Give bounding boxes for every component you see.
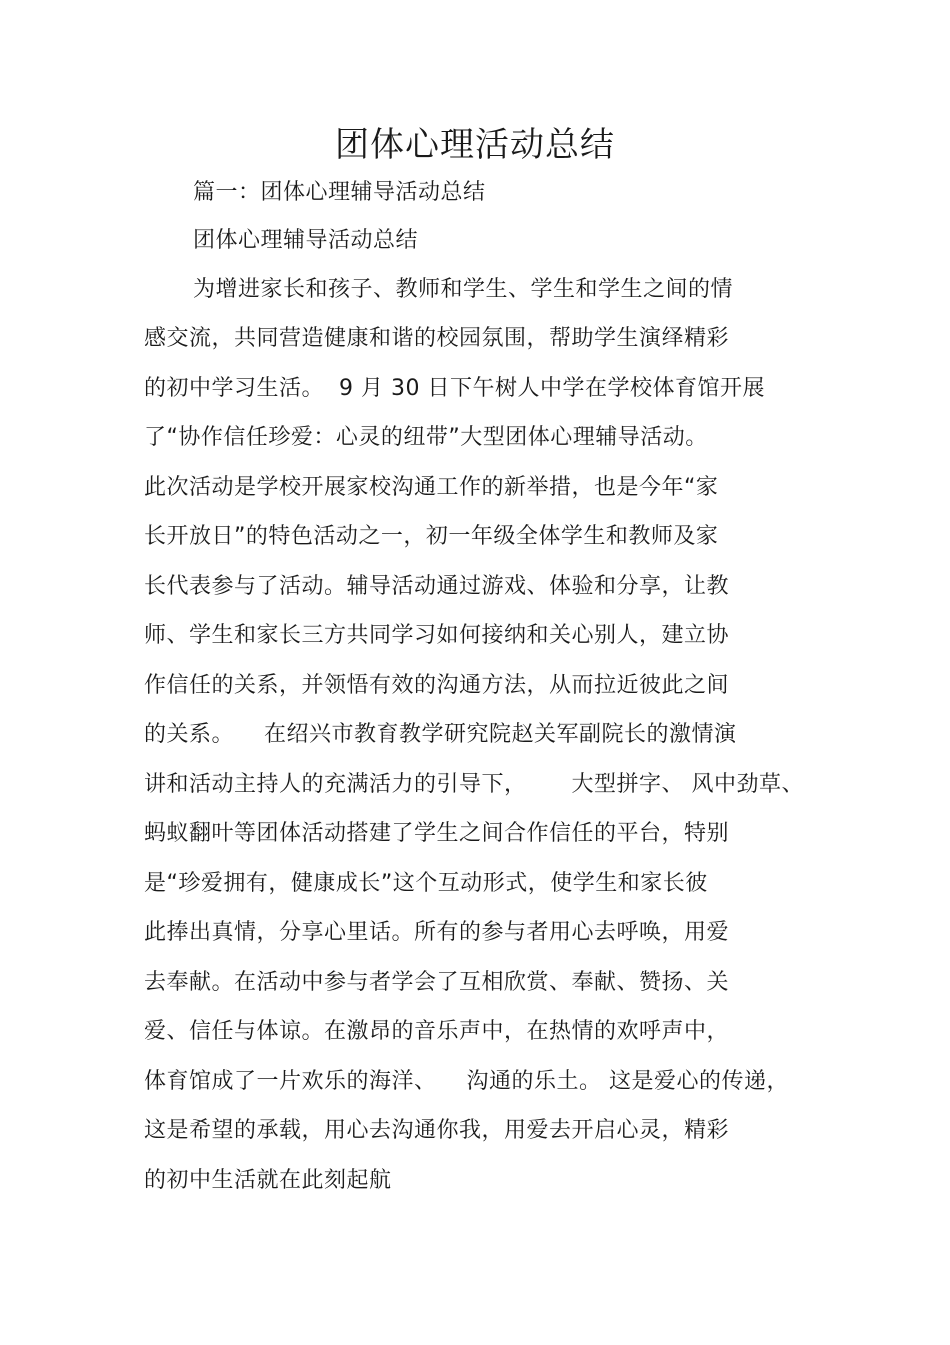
body-line: 的初中学习生活。 9 月 30 日下午树人中学在学校体育馆开展	[144, 376, 765, 401]
body-line: 体育馆成了一片欢乐的海洋、 沟通的乐土。 这是爱心的传递，	[144, 1069, 789, 1094]
body-line: 讲和活动主持人的充满活力的引导下， 大型拼字、 风中劲草、	[144, 772, 804, 797]
body-line: 这是希望的承载，用心去沟通你我，用爱去开启心灵，精彩	[144, 1118, 730, 1143]
body-line: 师、学生和家长三方共同学习如何接纳和关心别人，建立协	[144, 623, 730, 648]
body-line: 长开放日”的特色活动之一，初一年级全体学生和教师及家	[144, 524, 719, 549]
body-line: 作信任的关系，并领悟有效的沟通方法，从而拉近彼此之间	[144, 673, 730, 698]
body-line: 去奉献。在活动中参与者学会了互相欣赏、奉献、赞扬、关	[144, 970, 730, 995]
body-line: 的关系。 在绍兴市教育教学研究院赵关军副院长的激情演	[144, 722, 737, 747]
body-line: 蚂蚁翻叶等团体活动搭建了学生之间合作信任的平台，特别	[144, 821, 730, 846]
body-line: 感交流，共同营造健康和谐的校园氛围，帮助学生演绎精彩	[144, 326, 730, 351]
body-line: 为增进家长和孩子、教师和学生、学生和学生之间的情	[193, 277, 734, 302]
document-title: 团体心理活动总结	[335, 125, 615, 165]
body-line: 是“珍爱拥有，健康成长”这个互动形式，使学生和家长彼	[144, 871, 708, 896]
body-line: 此次活动是学校开展家校沟通工作的新举措，也是今年“家	[144, 475, 719, 500]
body-line: 此捧出真情，分享心里话。所有的参与者用心去呼唤，用爱	[144, 920, 730, 945]
subheading: 篇一：团体心理辅导活动总结	[193, 180, 486, 205]
section-title: 团体心理辅导活动总结	[193, 228, 419, 253]
body-line: 长代表参与了活动。辅导活动通过游戏、体验和分享，让教	[144, 574, 730, 599]
body-line: 的初中生活就在此刻起航	[144, 1168, 392, 1193]
body-line: 爱、信任与体谅。在激昂的音乐声中，在热情的欢呼声中，	[144, 1019, 730, 1044]
body-line: 了“协作信任珍爱：心灵的纽带”大型团体心理辅导活动。	[144, 425, 708, 450]
